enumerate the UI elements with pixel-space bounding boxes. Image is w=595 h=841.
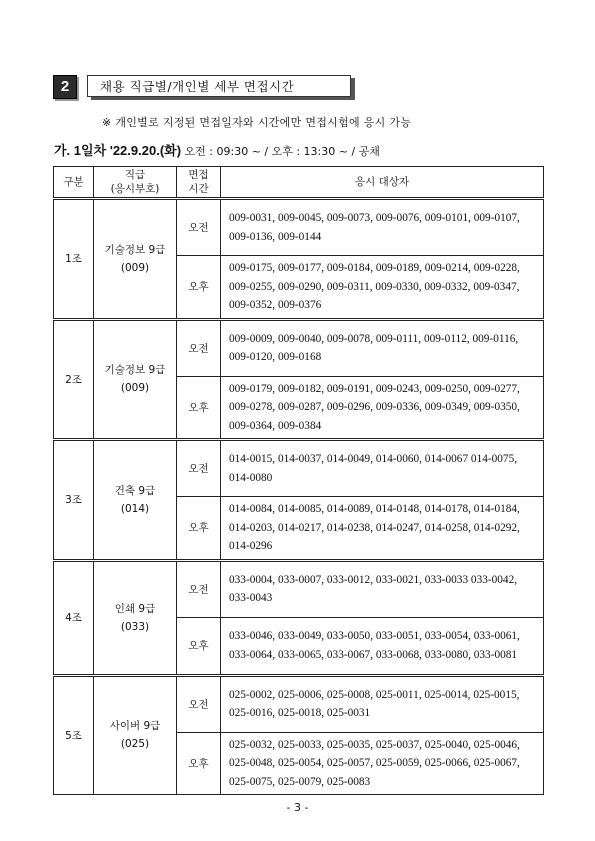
job-code: (014) xyxy=(120,502,150,515)
candidate-list-am: 009-0009, 009-0040, 009-0078, 009-0111, 009-0112, 009-0116, 009-0120, 009-0168 xyxy=(221,319,544,376)
table-row xyxy=(54,560,544,617)
group-job xyxy=(94,675,177,795)
time-am: 오전 xyxy=(177,440,221,497)
job-code: (033) xyxy=(120,620,150,633)
candidate-list-am: 009-0031, 009-0045, 009-0073, 009-0076, 009-0101, 009-0107, 009-0136, 009-0144 xyxy=(221,199,544,256)
time-pm: 오후 xyxy=(177,376,221,440)
job-code: (009) xyxy=(120,382,150,395)
time-am: 오전 xyxy=(177,199,221,256)
time-pm: 오후 xyxy=(177,732,221,795)
time-am: 오전 xyxy=(177,319,221,376)
day-detail: 오전 : 09:30 ~ / 오후 : 13:30 ~ / 공채 xyxy=(184,145,380,158)
job-title: 인쇄 9급 xyxy=(114,602,156,615)
section-title: 채용 직급별/개인별 세부 면접시간 xyxy=(87,75,351,97)
table-row xyxy=(54,440,544,497)
time-am: 오전 xyxy=(177,675,221,732)
candidate-list-pm: 009-0179, 009-0182, 009-0191, 009-0243, 009-0250, 009-0277, 009-0278, 009-0287, 009-0296, 009-0336, 009-0349, 009-0350, 009-0364, 009-0384 xyxy=(221,376,544,440)
header-time-line1: 면접 xyxy=(188,169,209,181)
job-title: 기술정보 9급 xyxy=(104,364,166,377)
section-number: 2 xyxy=(53,75,77,99)
schedule-table xyxy=(53,166,544,795)
job-title: 사이버 9급 xyxy=(109,720,161,733)
page-number: - 3 - xyxy=(286,801,309,814)
table-header-row xyxy=(54,167,544,199)
time-pm: 오후 xyxy=(177,256,221,320)
table-row xyxy=(54,675,544,732)
group-job xyxy=(94,319,177,440)
header-group: 구분 xyxy=(54,167,94,199)
candidate-list-pm: 033-0046, 033-0049, 033-0050, 033-0051, 033-0054, 033-0061, 033-0064, 033-0065, 033-0067, 033-0068, 033-0080, 033-0081 xyxy=(221,617,544,675)
group-name: 1조 xyxy=(54,199,94,320)
group-name: 2조 xyxy=(54,319,94,440)
section-header xyxy=(53,75,357,101)
notice-text: ※ 개인별로 지정된 면접일자와 시간에만 면접시험에 응시 가능 xyxy=(102,116,412,129)
group-job xyxy=(94,560,177,675)
table-row xyxy=(54,199,544,256)
candidate-list-am: 014-0015, 014-0037, 014-0049, 014-0060, 014-0067 014-0075, 014-0080 xyxy=(221,440,544,497)
job-code: (025) xyxy=(120,738,150,751)
header-time xyxy=(177,167,221,199)
header-candidates: 응시 대상자 xyxy=(221,167,544,199)
candidate-list-pm: 025-0032, 025-0033, 025-0035, 025-0037, 025-0040, 025-0046, 025-0048, 025-0054, 025-0057, 025-0059, 025-0066, 025-0067, 025-0075, 025-0079, 025-0083 xyxy=(221,732,544,795)
candidate-list-pm: 014-0084, 014-0085, 014-0089, 014-0148, 014-0178, 014-0184, 014-0203, 014-0217, 014-0238, 014-0247, 014-0258, 014-0292, 014-0296 xyxy=(221,497,544,561)
group-name: 3조 xyxy=(54,440,94,561)
header-time-line2: 시간 xyxy=(188,183,209,195)
time-pm: 오후 xyxy=(177,497,221,561)
group-job xyxy=(94,440,177,561)
job-title: 건축 9급 xyxy=(114,484,156,497)
table-row xyxy=(54,319,544,376)
group-name: 4조 xyxy=(54,560,94,675)
header-job-line1: 직급 xyxy=(124,169,146,181)
candidate-list-am: 025-0002, 025-0006, 025-0008, 025-0011, 025-0014, 025-0015, 025-0016, 025-0018, 025-0031 xyxy=(221,675,544,732)
candidate-list-am: 033-0004, 033-0007, 033-0012, 033-0021, 033-0033 033-0042, 033-0043 xyxy=(221,560,544,617)
header-job xyxy=(94,167,177,199)
day-heading xyxy=(54,140,380,159)
time-am: 오전 xyxy=(177,560,221,617)
job-code: (009) xyxy=(120,261,150,274)
group-name: 5조 xyxy=(54,675,94,795)
group-job xyxy=(94,199,177,320)
day-label: 가. 1일차 '22.9.20.(화) xyxy=(54,143,182,158)
time-pm: 오후 xyxy=(177,617,221,675)
header-job-line2: (응시부호) xyxy=(110,183,160,195)
job-title: 기술정보 9급 xyxy=(104,243,166,256)
candidate-list-pm: 009-0175, 009-0177, 009-0184, 009-0189, 009-0214, 009-0228, 009-0255, 009-0290, 009-0311, 009-0330, 009-0332, 009-0347, 009-0352, 009-0376 xyxy=(221,256,544,320)
